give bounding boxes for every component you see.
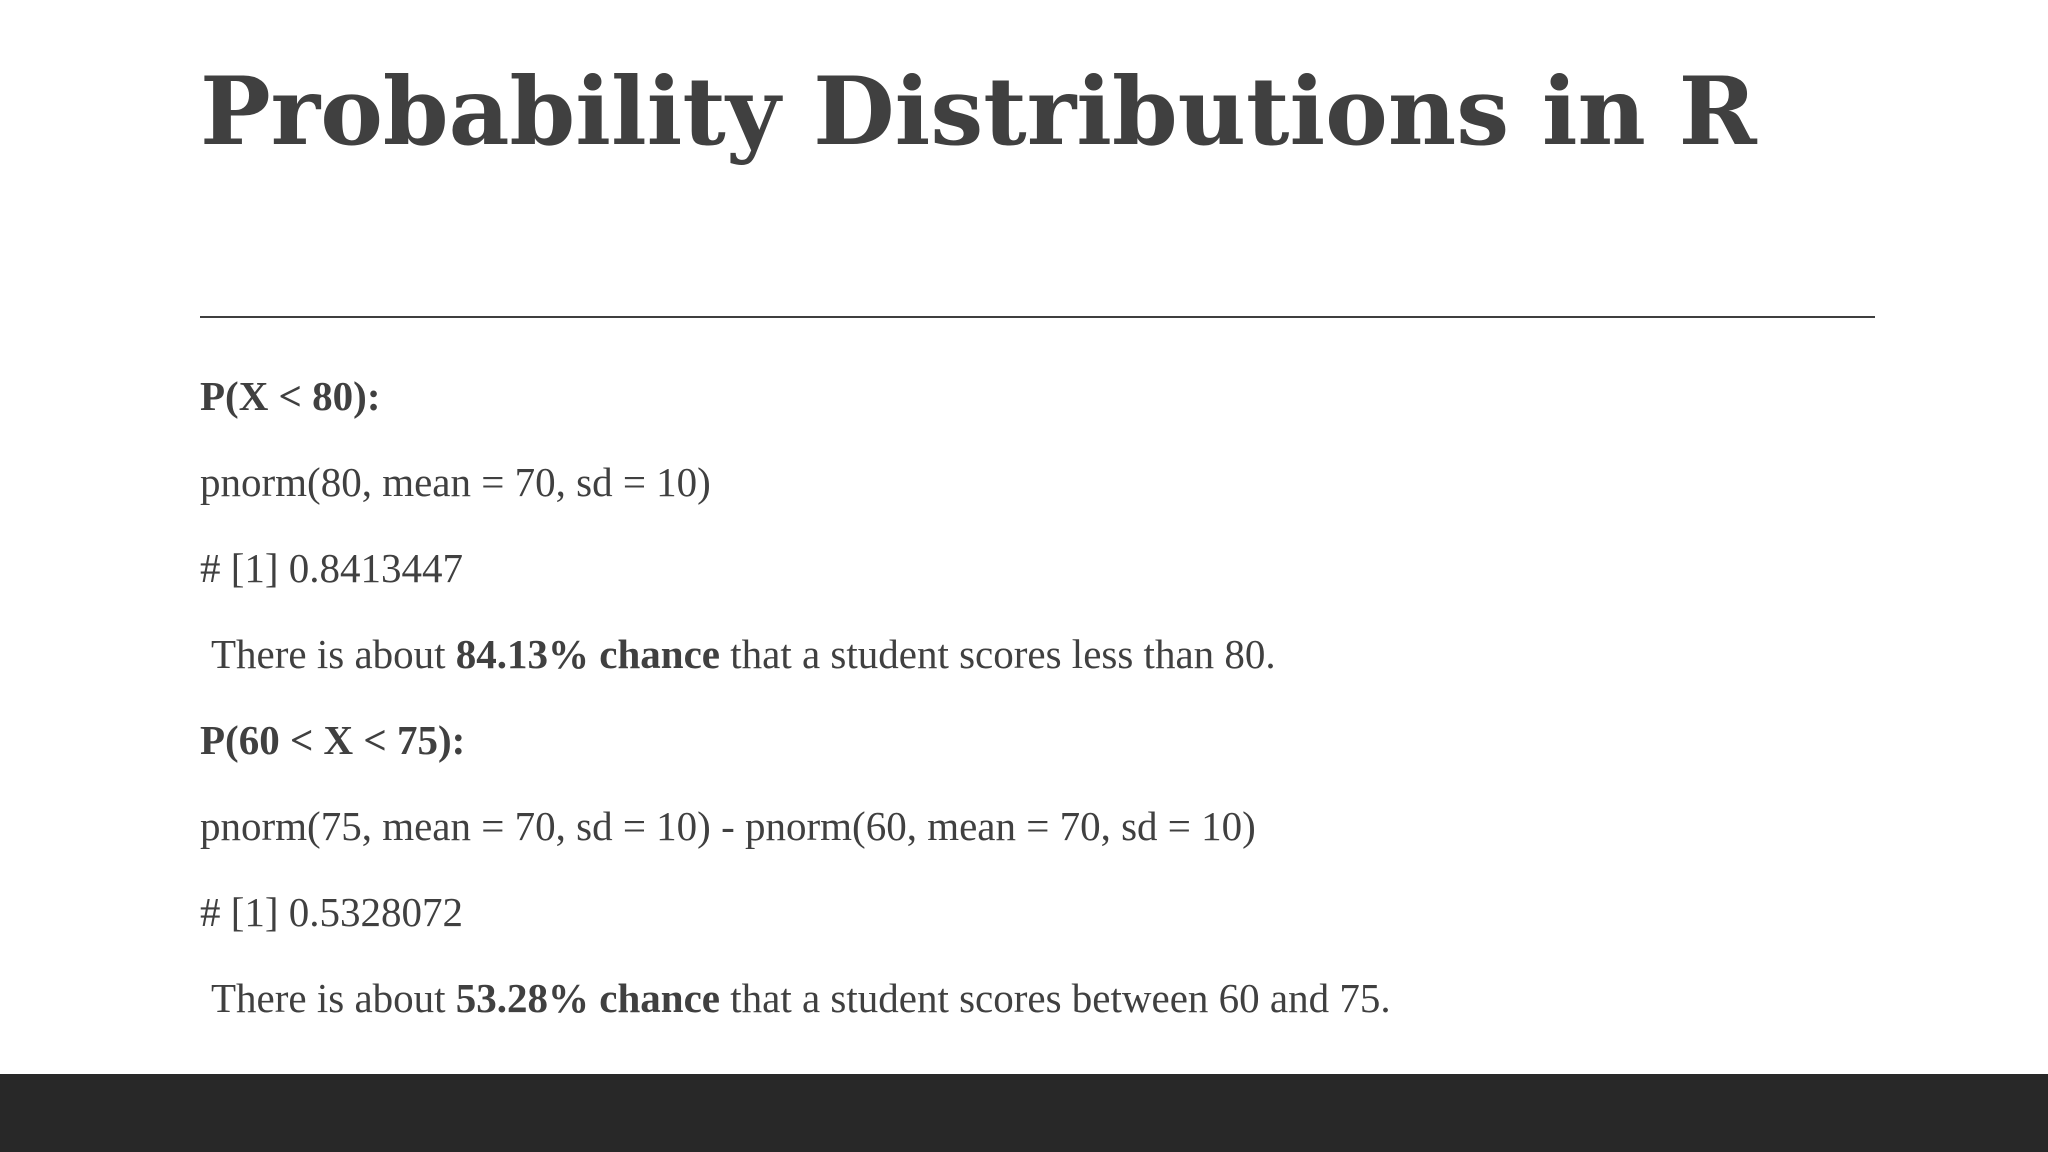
sentence-emphasis: 84.13% chance	[455, 631, 720, 677]
output-line: # [1] 0.5328072	[200, 889, 464, 935]
sentence-prefix: There is about	[211, 631, 456, 677]
sentence-prefix: There is about	[211, 975, 456, 1021]
interpretation-sentence	[200, 618, 1900, 704]
slide-content	[200, 360, 1900, 1048]
code-line: pnorm(80, mean = 70, sd = 10)	[200, 459, 711, 505]
sentence-suffix: that a student scores less than 80.	[719, 631, 1276, 677]
interpretation-sentence	[200, 962, 1900, 1048]
title-divider	[200, 316, 1875, 318]
sentence-emphasis: 53.28% chance	[455, 975, 720, 1021]
section-heading: P(X < 80):	[200, 373, 381, 419]
output-line: # [1] 0.8413447	[200, 545, 464, 591]
sentence-suffix: that a student scores between 60 and 75.	[719, 975, 1391, 1021]
section-heading: P(60 < X < 75):	[200, 717, 466, 763]
slide-title: Probability Distributions in R	[200, 57, 1757, 167]
code-line: pnorm(75, mean = 70, sd = 10) - pnorm(60, mean = 70, sd = 10)	[200, 803, 1256, 849]
footer-bar	[0, 1074, 2048, 1152]
